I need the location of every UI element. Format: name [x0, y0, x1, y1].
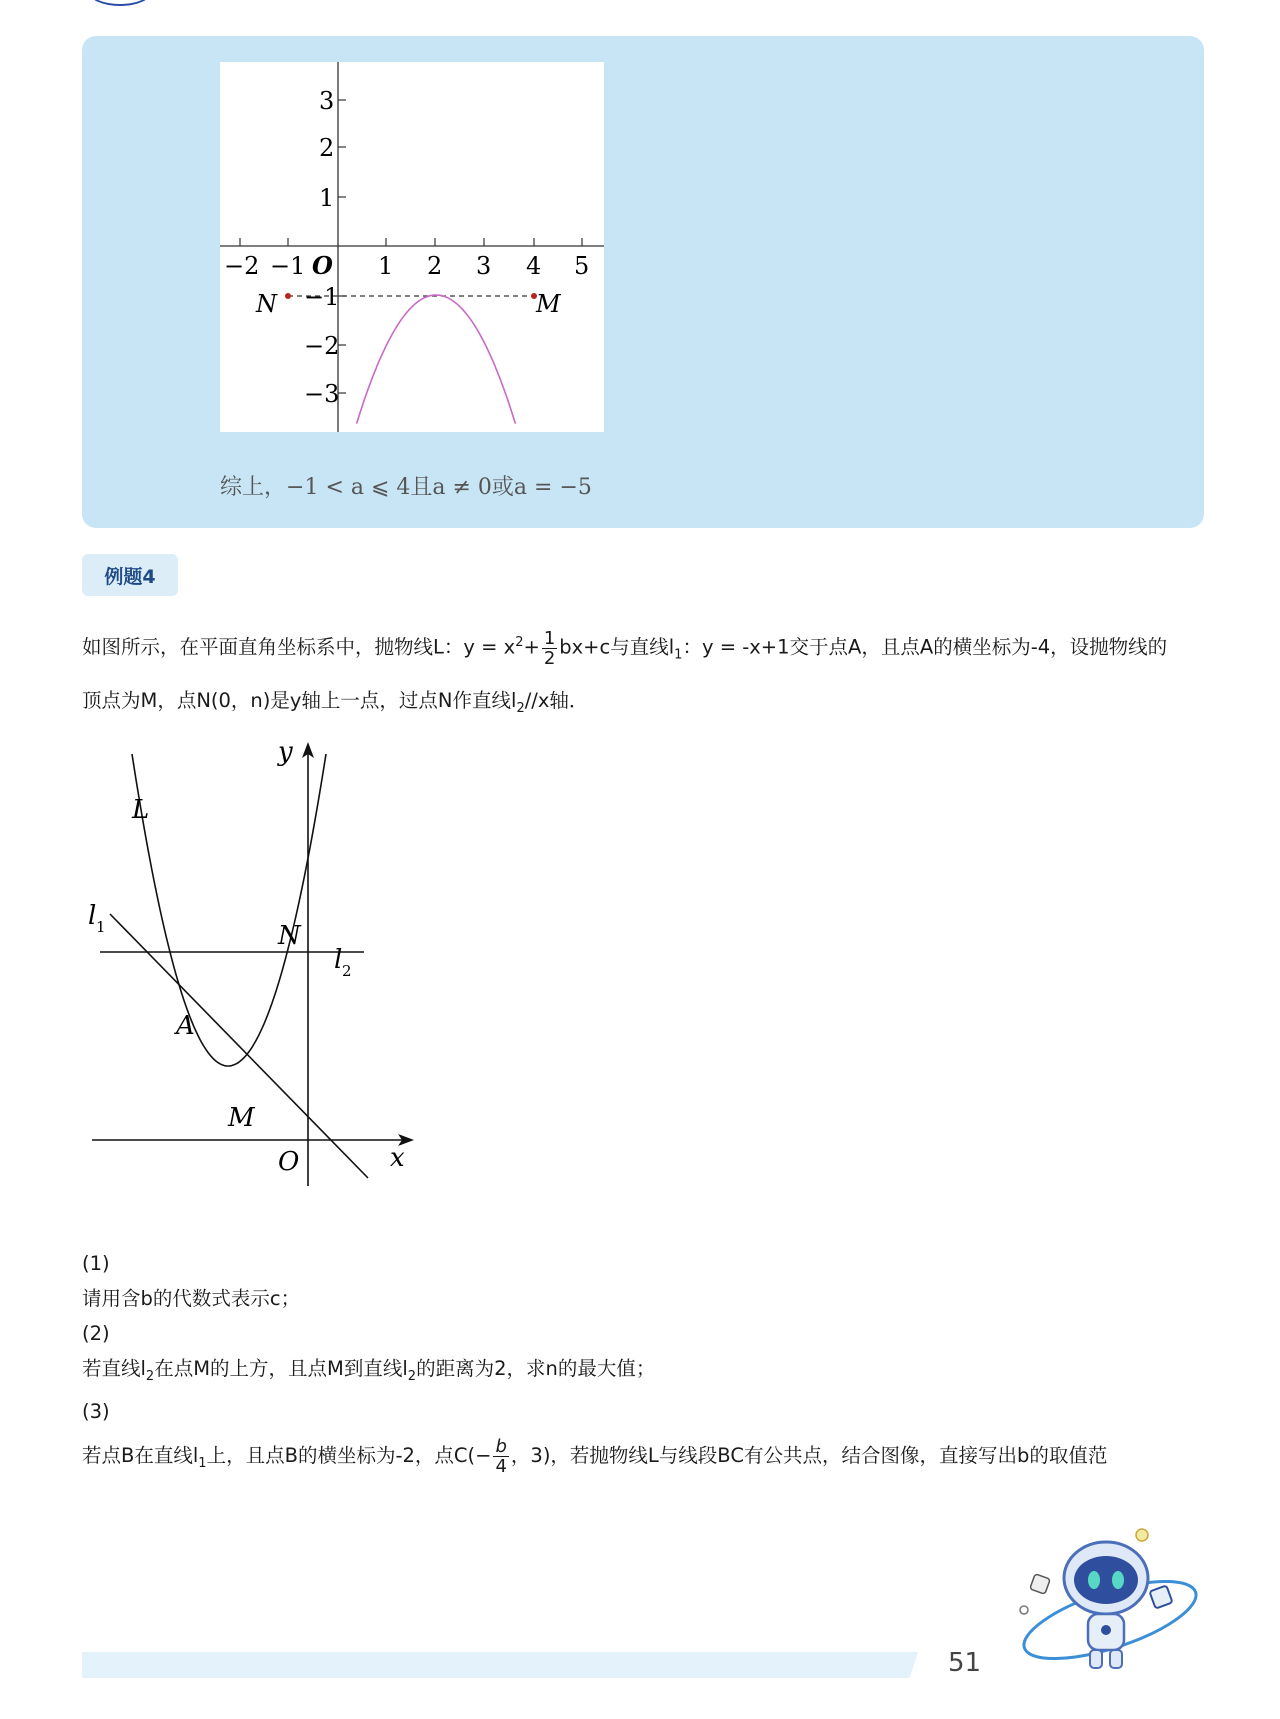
y-tick-neg3: −3 — [304, 380, 340, 408]
y-tick-neg2: −2 — [304, 332, 340, 360]
line-l1 — [110, 914, 368, 1178]
line-l2-subscript: 2 — [342, 962, 352, 980]
summary-math: −1 < a ⩽ 4且a ≠ 0或a = −5 — [286, 475, 592, 500]
part-text: 若点B在直线l — [82, 1444, 199, 1467]
x-tick-2: 2 — [427, 252, 443, 280]
answer-graph — [220, 62, 604, 432]
part-text: 在点M的上方，且点M到直线l — [154, 1357, 408, 1380]
origin-label: O — [312, 251, 333, 280]
fraction-half — [542, 629, 557, 668]
part-1-text: 请用含b的代数式表示c； — [82, 1287, 301, 1310]
subscript: 1 — [198, 1455, 207, 1471]
fraction-b-over-4 — [493, 1437, 508, 1476]
problem-line-1 — [82, 620, 1212, 678]
point-m-label: M — [536, 290, 561, 318]
summary-prefix: 综上， — [220, 475, 287, 500]
fraction-denominator: 4 — [495, 1456, 507, 1477]
problem-text: 如图所示，在平面直角坐标系中，抛物线L：y = x — [82, 635, 516, 659]
summary-text — [220, 470, 592, 501]
problem-statement — [82, 620, 1212, 732]
y-tick-1: 1 — [319, 184, 335, 212]
x-tick-5: 5 — [574, 252, 590, 280]
part-2-text — [82, 1351, 1212, 1386]
point-n-label: N — [278, 921, 301, 951]
part-3-text — [82, 1429, 1212, 1483]
point-n-label: N — [256, 290, 277, 318]
problem-text: 顶点为M，点N(0，n)是y轴上一点，过点N作直线l — [82, 689, 517, 713]
x-tick-1: 1 — [378, 252, 394, 280]
part-2-label: (2) — [82, 1322, 110, 1345]
subscript: 2 — [407, 1368, 417, 1384]
point-n-dot — [285, 293, 291, 299]
example-tag: 例题4 — [82, 554, 178, 596]
part-1-label: (1) — [82, 1252, 110, 1275]
x-tick-neg1: −1 — [270, 252, 306, 280]
problem-figure — [82, 736, 422, 1186]
line-l2-label: l — [334, 945, 343, 975]
header-decoration — [88, 0, 152, 6]
superscript: 2 — [515, 635, 524, 650]
y-tick-3: 3 — [319, 87, 335, 115]
problem-line-2 — [82, 678, 1212, 732]
problem-text: ：y = -x+1交于点A，且点A的横坐标为-4，设抛物线的 — [682, 635, 1168, 659]
x-tick-3: 3 — [476, 252, 492, 280]
parabola-l — [132, 754, 326, 1066]
origin-label: O — [278, 1147, 300, 1177]
subscript: 1 — [674, 647, 683, 663]
parabola-curve — [357, 295, 516, 424]
robot-mascot-icon — [1010, 1520, 1210, 1680]
x-tick-neg2: −2 — [224, 252, 260, 280]
subscript: 2 — [516, 701, 525, 717]
y-label: y — [278, 737, 293, 767]
subscript: 2 — [145, 1368, 155, 1384]
x-tick-4: 4 — [526, 252, 542, 280]
point-m-label: M — [228, 1103, 255, 1133]
curve-label-l: L — [132, 795, 150, 825]
fraction-numerator: 1 — [543, 627, 556, 649]
problem-text: bx+c与直线l — [559, 635, 675, 659]
part-text: 若直线l — [82, 1357, 146, 1380]
page-number: 51 — [948, 1648, 982, 1678]
point-a-label: A — [176, 1011, 195, 1041]
part-3-label: (3) — [82, 1400, 110, 1423]
problem-text: //x轴． — [524, 689, 589, 713]
line-l1-subscript: 1 — [96, 918, 106, 936]
line-l1-label: l — [88, 901, 97, 931]
fraction-numerator: b — [493, 1437, 508, 1457]
fraction-denominator: 2 — [543, 647, 556, 669]
y-tick-neg1: −1 — [304, 283, 340, 311]
plus-sign: + — [523, 635, 540, 659]
part-text: ，3)，若抛物线L与线段BC有公共点，结合图像，直接写出b的取值范 — [510, 1444, 1108, 1467]
x-label: x — [390, 1143, 405, 1173]
part-text: 的距离为2，求n的最大值； — [416, 1357, 656, 1380]
footer-bar — [82, 1652, 918, 1678]
question-parts — [82, 1246, 1212, 1483]
part-text: 上，且点B的横坐标为-2，点C(− — [206, 1444, 492, 1467]
y-tick-2: 2 — [319, 134, 335, 162]
